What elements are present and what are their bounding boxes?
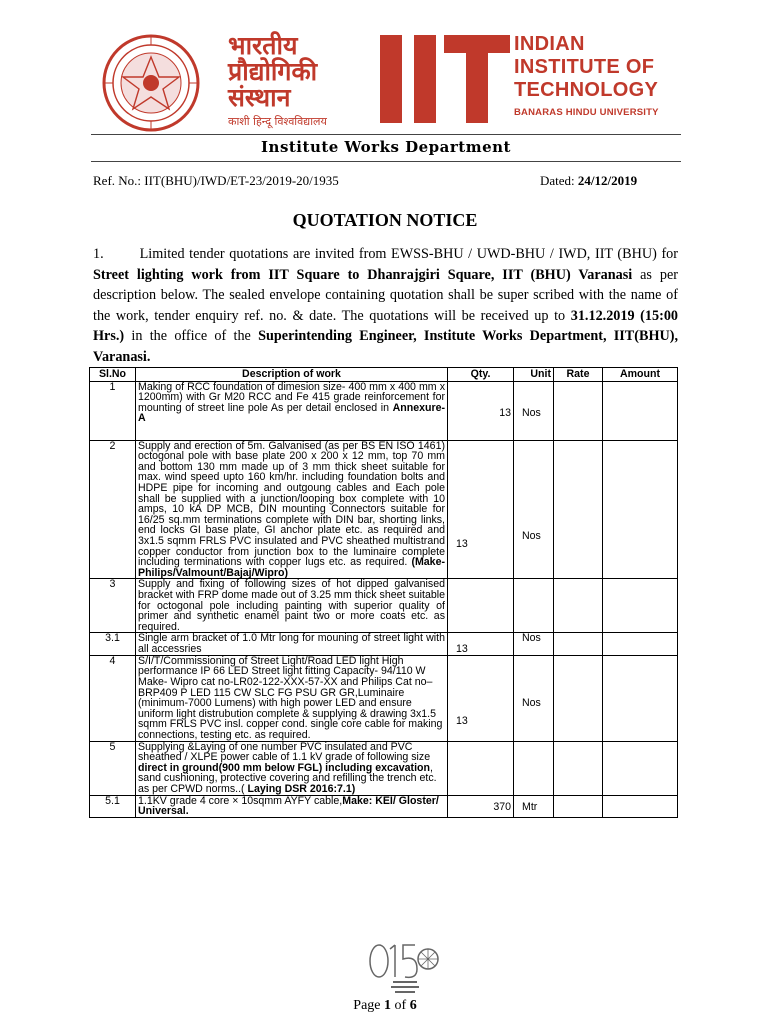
desc-text: Supplying &Laying of one number PVC insulated and PVC sheathed / XLPE power cable of 1.1 kV grade of following size: [138, 740, 431, 764]
row-qty: 370: [448, 795, 514, 817]
notice-paragraph: [93, 244, 678, 367]
para-work-name: Street lighting work from IIT Square to Dhanrajgiri Square, IIT (BHU) Varanasi: [93, 266, 633, 283]
institute-seal-logo: [101, 33, 201, 133]
table-row: [90, 741, 678, 795]
hindi-line-1: भारतीय: [228, 31, 298, 60]
para-deadline: 31.12.2019 (15:00 Hrs.): [93, 307, 679, 344]
para-office: Superintending Engineer, Institute Works Department, IIT(BHU), Varanasi.: [93, 328, 679, 365]
iit-logo-mark: [378, 35, 510, 123]
para-text-2: as per description below. The sealed envelope containing quotation shall be super scribed with the name of the work, tender enquiry ref. no. & date. The quotations will be received up to: [93, 266, 678, 324]
quotation-table: [89, 367, 678, 818]
anniversary-logo: [365, 937, 440, 995]
divider-bottom: [91, 161, 681, 162]
header-amount: Amount: [603, 368, 678, 382]
row-amount: [603, 381, 678, 440]
desc-text: Supply and erection of 5m. Galvanised (as per BS EN ISO 1461) octogonal pole with base plate 200 x 200 x 12 mm, top 70 mm and bottom 130 mm made up of 3 mm thick sheet suitable for max. wind speed upto 160 km/hr. including foundation bolts and HDPE pipe for incoming and outgoung cables and Each pole shall be supplied with a junction/looping box complete with 10 amps, 10 kA DP MCB, DIN mounting Connectors suitable for 16/25 sq.mm terminations complete with DIN bar, shorting links, end locks GI base plate, GI anchor plate etc. as required and 3x1.5 sqmm FRLS PVC insulated and PVC sheathed multistrand copper conductor from junction box to the luminaire complete including terminations with copper lugs etc. as required.: [138, 439, 445, 569]
desc-bold-2: Laying DSR 2016:7.1): [247, 783, 356, 795]
english-line-3: TECHNOLOGY: [514, 79, 659, 101]
desc-bold: direct in ground(900 mm below FGL) including excavation: [138, 761, 430, 774]
page-total: 6: [409, 998, 417, 1013]
row-qty: 13: [448, 633, 514, 656]
table-row: [90, 795, 678, 817]
row-amount: [603, 741, 678, 795]
desc-bold: Make: KEI/ Gloster/ Universal.: [138, 794, 439, 818]
header-rate: Rate: [554, 368, 603, 382]
row-qty: 13: [448, 655, 514, 741]
header-unit: Unit: [514, 368, 554, 382]
notice-title: QUOTATION NOTICE: [292, 210, 478, 230]
row-qty: 13: [448, 381, 514, 440]
row-rate: [554, 381, 603, 440]
row-rate: [554, 579, 603, 633]
row-description: [136, 741, 448, 795]
row-amount: [603, 795, 678, 817]
row-slno: 1: [90, 381, 136, 440]
row-unit: [514, 741, 554, 795]
table-header-row: [90, 368, 678, 382]
row-qty: [448, 741, 514, 795]
desc-text-2: , sand cushioning, protective covering and refilling the trench etc. as per CPWD norms..(: [138, 761, 437, 795]
page-current: 1: [384, 998, 392, 1013]
row-amount: [603, 440, 678, 579]
row-unit: Nos: [514, 440, 554, 579]
desc-bold: Annexure-A: [138, 401, 445, 425]
row-slno: 3.1: [90, 633, 136, 656]
desc-text: Making of RCC foundation of dimesion size- 400 mm x 400 mm x 1200mm) with Gr M20 RCC and Fe 415 grade reinforcement for mounting of street line pole As per detail enclosed in: [138, 380, 445, 414]
row-amount: [603, 655, 678, 741]
row-rate: [554, 741, 603, 795]
page-number: [330, 998, 440, 1014]
english-line-1: INDIAN: [514, 33, 585, 55]
row-rate: [554, 440, 603, 579]
row-rate: [554, 655, 603, 741]
row-amount: [603, 633, 678, 656]
reference-number: Ref. No.: IIT(BHU)/IWD/ET-23/2019-20/1935: [93, 173, 339, 188]
hindi-line-2: प्रौद्योगिकी: [228, 57, 318, 86]
hindi-line-4: काशी हिन्दू विश्वविद्यालय: [228, 115, 327, 128]
row-rate: [554, 633, 603, 656]
row-description: Single arm bracket of 1.0 Mtr long for mouning of street light with all accessries: [136, 633, 448, 656]
english-line-2: INSTITUTE OF: [514, 56, 655, 78]
desc-bold: (Make- Philips/Valmount/Bajaj/Wipro): [138, 556, 445, 579]
dated-label: Dated:: [540, 173, 578, 188]
dated-line: [540, 173, 637, 189]
row-description: [136, 795, 448, 817]
row-unit: Nos: [514, 381, 554, 440]
row-description: Supply and fixing of following sizes of hot dipped galvanised bracket with FRP dome made out of 3.25 mm thick sheet suitable for octogonal pole including painting with superior quality of primer and synthetic enamel paint two or more coats etc. as required.: [136, 579, 448, 633]
english-line-4: BANARAS HINDU UNIVERSITY: [514, 107, 659, 118]
dated-value: 24/12/2019: [577, 173, 638, 188]
divider-top: [91, 134, 681, 135]
desc-text: 1.1KV grade 4 core × 10sqmm AYFY cable,: [138, 794, 343, 807]
hindi-line-3: संस्थान: [228, 83, 291, 112]
row-unit: [514, 579, 554, 633]
table-row: [90, 381, 678, 440]
english-institute-name: [514, 33, 659, 120]
table-row: [90, 440, 678, 579]
department-title: Institute Works Department: [261, 138, 511, 156]
row-slno: 2: [90, 440, 136, 579]
row-description: [136, 440, 448, 579]
row-slno: 5.1: [90, 795, 136, 817]
row-slno: 4: [90, 655, 136, 741]
row-qty: 13: [448, 440, 514, 579]
hindi-institute-name: [228, 33, 368, 129]
row-unit: Nos: [514, 655, 554, 741]
page-label: Page: [353, 998, 385, 1013]
table-row: [90, 579, 678, 633]
page-of: of: [391, 998, 410, 1013]
row-slno: 5: [90, 741, 136, 795]
row-description: S/I/T/Commissioning of Street Light/Road LED light High performance IP 66 LED Street light fitting Capacity- 94/110 W Make- Wipro cat no-LR02-122-XXX-57-XX and Philips Cat no–BRP409 P LED 115 CW SLC FG PSU GR GR,Luminaire (minimum-7000 Lumens) with high power LED and ensure uniform light distrubution complete & supplying & drawing 3x1.5 sqmm FRLS PVC insl. copper cond. single core cable for making connections, testing etc. as required.: [136, 655, 448, 741]
table-row: [90, 633, 678, 656]
row-description: [136, 381, 448, 440]
row-qty: [448, 579, 514, 633]
header-slno: Sl.No: [90, 368, 136, 382]
para-text-1: Limited tender quotations are invited from EWSS-BHU / UWD-BHU / IWD, IIT (BHU) for: [139, 246, 678, 262]
row-rate: [554, 795, 603, 817]
header-description: Description of work: [136, 368, 448, 382]
row-amount: [603, 579, 678, 633]
header-qty: Qty.: [448, 368, 514, 382]
row-slno: 3: [90, 579, 136, 633]
para-number: 1.: [93, 246, 104, 262]
table-row: [90, 655, 678, 741]
row-unit: Mtr: [514, 795, 554, 817]
row-unit: Nos: [514, 633, 554, 656]
para-text-3: in the office of the: [124, 328, 259, 344]
